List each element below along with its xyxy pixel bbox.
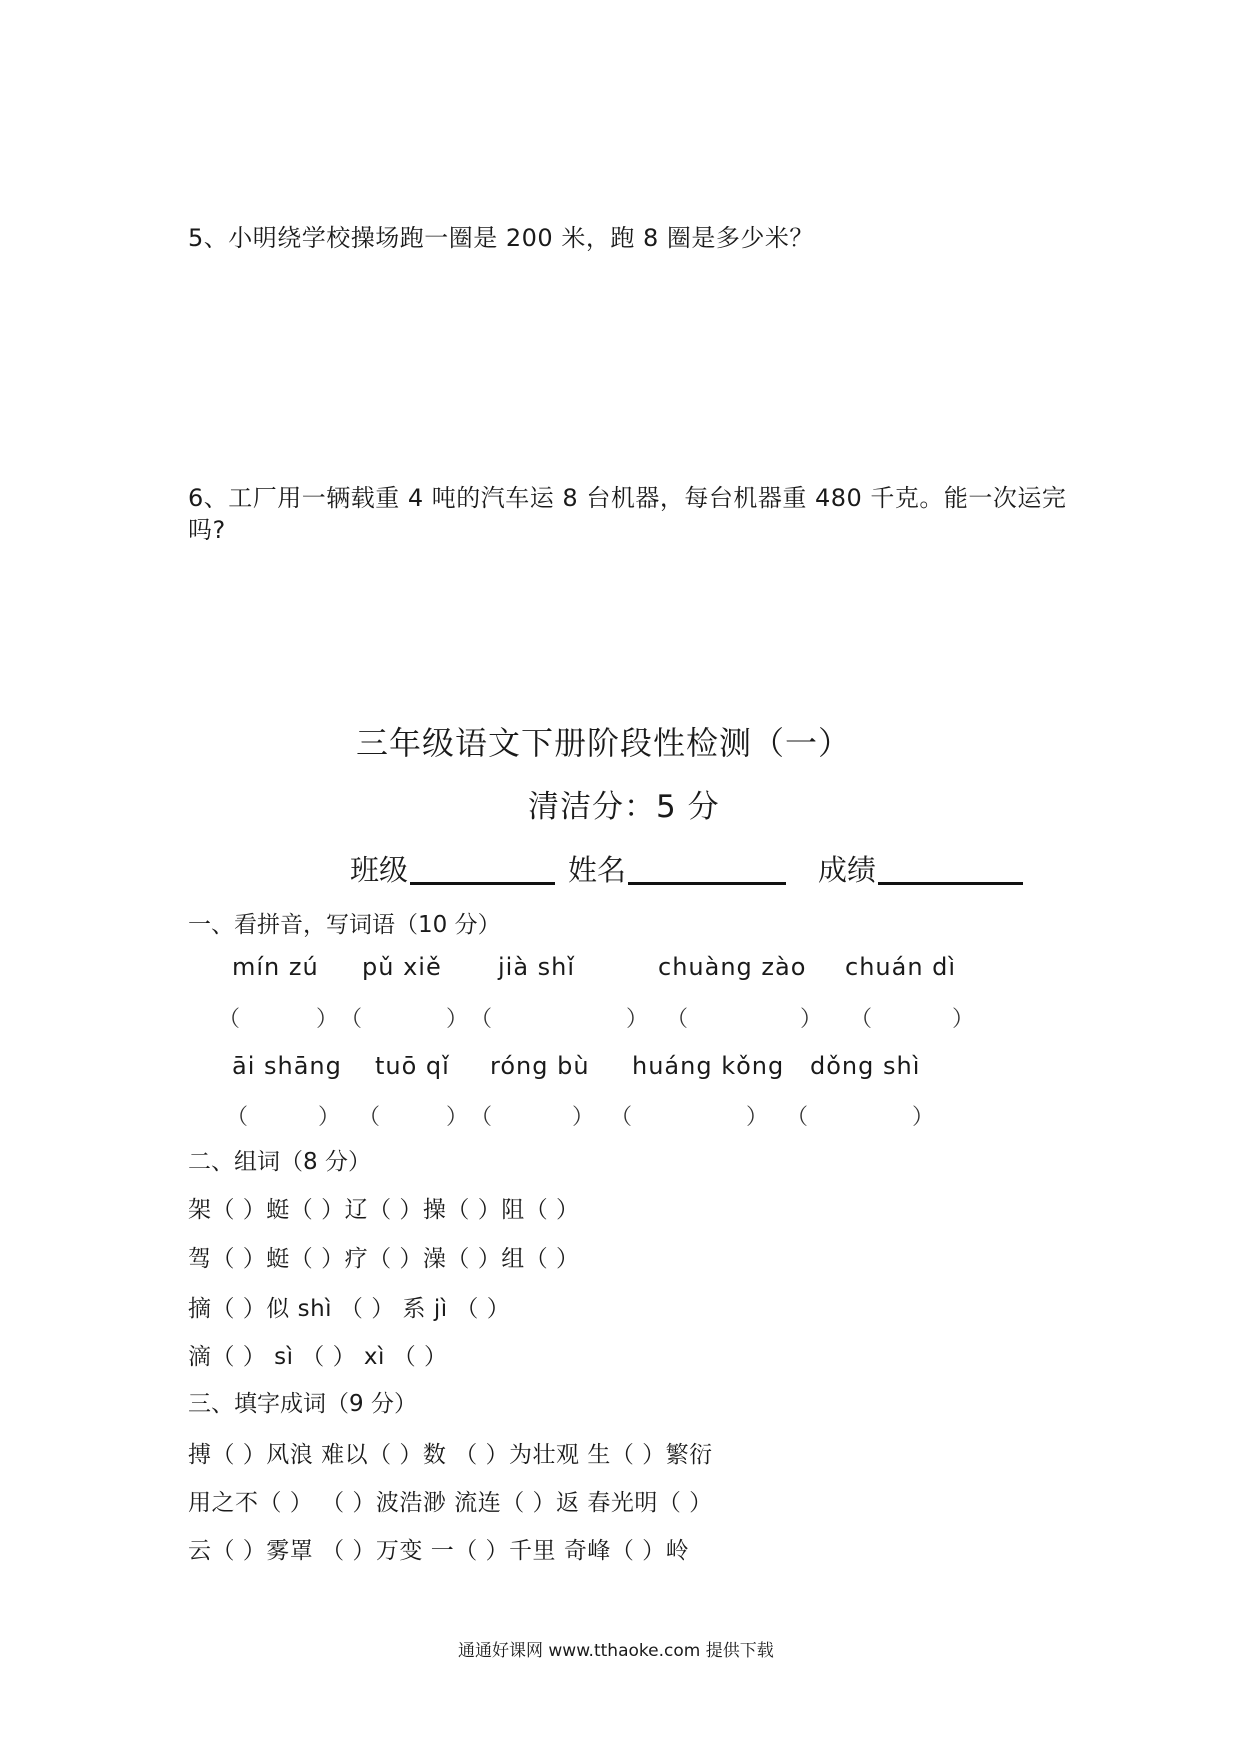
pinyin-item: mín zú [232,953,319,981]
class-blank-line [410,882,555,885]
word-group-row: 架（ ）蜓（ ）辽（ ）操（ ）阻（ ） [188,1197,580,1223]
word-group-row: 滴（ ） sì （ ） xì （ ） [188,1344,448,1370]
answer-paren-open: （ [786,1105,809,1130]
word-group-row: 驾（ ）蜓（ ）疗（ ）澡（ ）组（ ） [188,1246,580,1272]
answer-paren-open: （ [610,1105,633,1130]
answer-paren-close: ） [318,1105,341,1130]
answer-paren-close: ） [316,1007,339,1032]
exam-title: 三年级语文下册阶段性检测（一） [356,724,852,762]
answer-paren-open: （ [470,1105,493,1130]
pinyin-item: jià shǐ [498,953,576,981]
name-blank-line [628,882,786,885]
answer-paren-open: （ [358,1105,381,1130]
idiom-row: 云（ ）雾罩 （ ）万变 一（ ）千里 奇峰（ ）岭 [188,1538,690,1564]
name-label: 姓名 [568,853,627,887]
idiom-row: 用之不（ ） （ ）波浩渺 流连（ ）返 春光明（ ） [188,1490,713,1516]
answer-paren-close: ） [446,1105,469,1130]
answer-paren-close: ） [746,1105,769,1130]
idiom-row: 搏（ ）风浪 难以（ ）数 （ ）为壮观 生（ ）繁衍 [188,1442,713,1468]
answer-paren-close: ） [572,1105,595,1130]
answer-paren-close: ） [446,1007,469,1032]
answer-paren-open: （ [470,1007,493,1032]
word-group-row: 摘（ ）似 shì （ ） 系 jì （ ） [188,1296,511,1322]
pinyin-item: róng bù [490,1052,590,1080]
question-5: 5、小明绕学校操场跑一圈是 200 米，跑 8 圈是多少米？ [188,224,814,252]
answer-paren-open: （ [666,1007,689,1032]
answer-paren-open: （ [340,1007,363,1032]
pinyin-item: dǒng shì [810,1052,921,1080]
footer-text: 通通好课网 www.tthaoke.com 提供下载 [458,1641,774,1661]
score-blank-line [878,882,1023,885]
section-3-heading: 三、填字成词（9 分） [188,1391,417,1417]
answer-paren-close: ） [912,1105,935,1130]
question-6-line2: 吗? [188,516,226,544]
exam-subtitle: 清洁分：5 分 [528,789,720,825]
pinyin-item: tuō qǐ [375,1052,450,1080]
class-label: 班级 [350,853,409,887]
answer-paren-close: ） [800,1007,823,1032]
pinyin-item: āi shāng [232,1052,342,1080]
score-label: 成绩 [818,853,877,887]
section-1-heading: 一、看拼音，写词语（10 分） [188,912,501,938]
pinyin-item: huáng kǒng [632,1052,785,1080]
answer-paren-open: （ [850,1007,873,1032]
answer-paren-close: ） [952,1007,975,1032]
pinyin-item: chuán dì [845,953,957,981]
question-6-line1: 6、工厂用一辆载重 4 吨的汽车运 8 台机器，每台机器重 480 千克。能一次运完 [188,484,1067,512]
answer-paren-open: （ [226,1105,249,1130]
answer-paren-open: （ [218,1007,241,1032]
pinyin-item: pǔ xiě [362,953,442,981]
pinyin-item: chuàng zào [658,953,807,981]
section-2-heading: 二、组词（8 分） [188,1149,371,1175]
answer-paren-close: ） [626,1007,649,1032]
